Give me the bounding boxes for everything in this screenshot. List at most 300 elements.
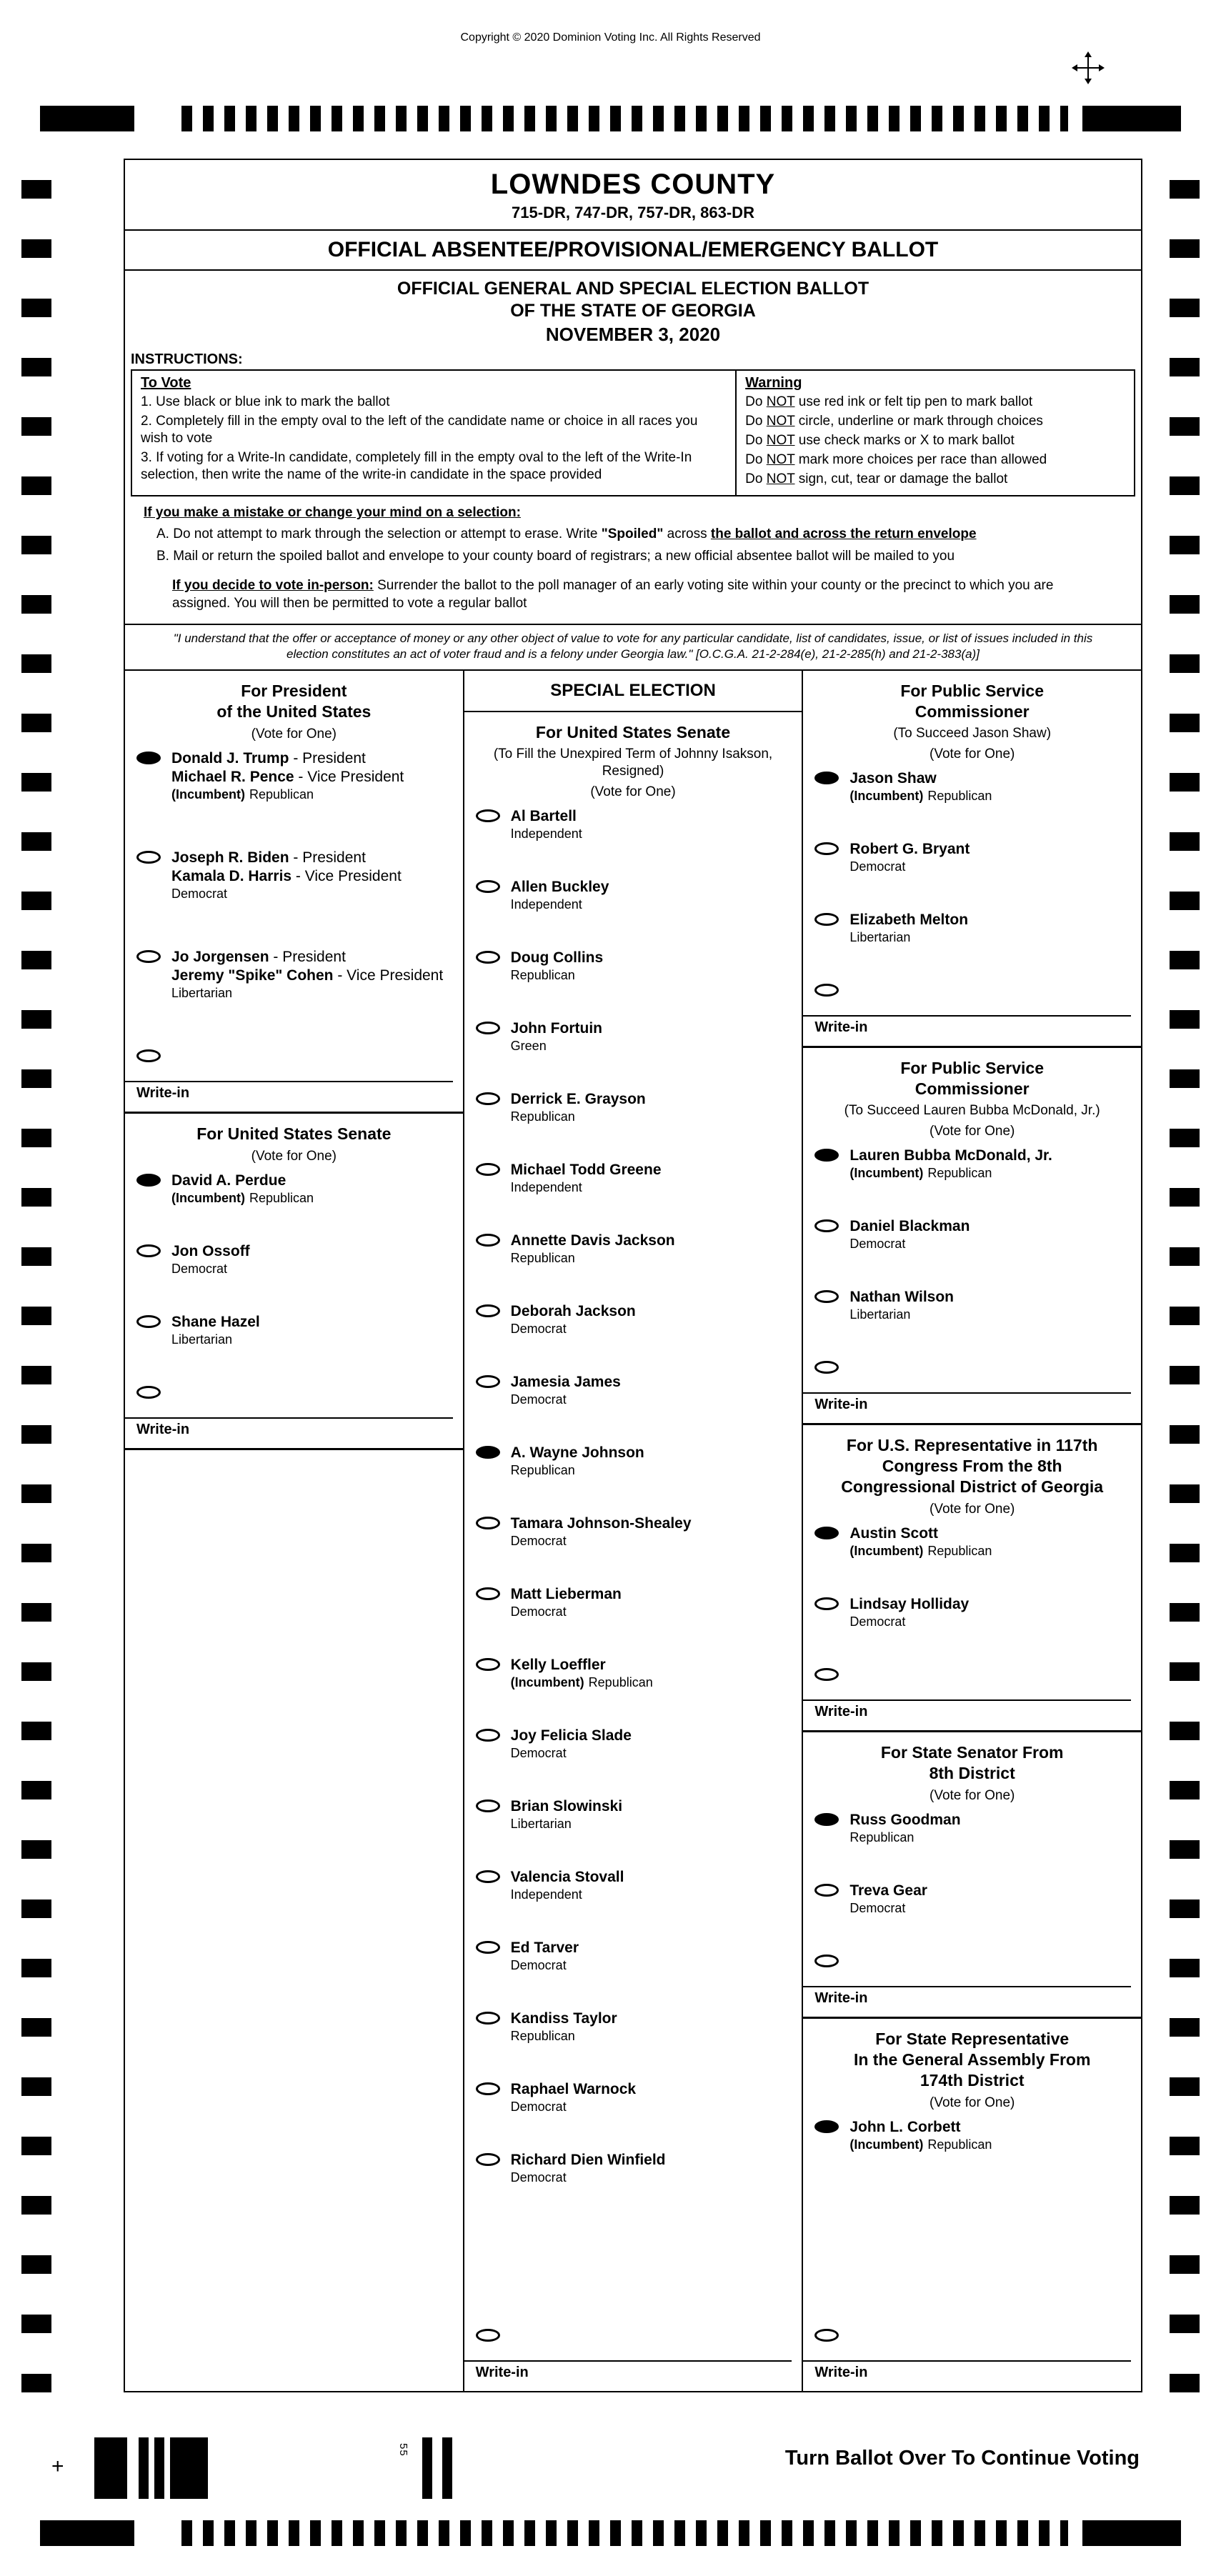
ballot-oval[interactable] [476, 951, 500, 964]
timing-block-left [40, 2520, 134, 2546]
candidate-option [136, 1172, 456, 1207]
barcode-bar [442, 2437, 452, 2499]
candidate-party [511, 1179, 662, 1196]
candidate-name-bold: Tamara Johnson-Shealey [510, 1515, 692, 1532]
race-us-senate-special [464, 712, 802, 2391]
ballot-oval[interactable] [814, 1527, 839, 1539]
party-name: Republican [927, 1544, 992, 1558]
race-title [807, 1435, 1137, 1497]
race-title-line: In the General Assembly From [853, 2050, 1091, 2069]
party-name: Libertarian [171, 986, 233, 1000]
party-name: Libertarian [849, 930, 911, 944]
candidate-name [849, 1524, 992, 1543]
candidate-name-bold: Treva Gear [849, 1882, 927, 1899]
party-name: Democrat [171, 887, 228, 901]
candidate-name-bold: Daniel Blackman [849, 1218, 970, 1234]
ballot-type-title: OFFICIAL ABSENTEE/PROVISIONAL/EMERGENCY BALLOT [125, 229, 1141, 271]
candidate-name [511, 1019, 602, 1038]
candidate-name-bold: Raphael Warnock [510, 2081, 637, 2097]
candidate-list [803, 1811, 1141, 1952]
timing-block-right [1082, 106, 1181, 131]
candidate-text [849, 1595, 969, 1630]
ballot-oval[interactable] [476, 2153, 500, 2166]
candidate-party [171, 1261, 250, 1277]
candidate-party [511, 1533, 692, 1549]
candidate-party [849, 1307, 954, 1323]
incumbent-tag: (Incumbent) [849, 789, 924, 803]
candidate-text [511, 1585, 622, 1620]
candidate-party [849, 1829, 960, 1846]
turn-ballot-over-note: Turn Ballot Over To Continue Voting [784, 2447, 1140, 2470]
to-vote-list [141, 394, 727, 484]
candidate-text [511, 1797, 622, 1832]
candidate-name [511, 1373, 621, 1392]
timing-bars [181, 106, 1068, 131]
warning-title: Warning [745, 375, 802, 391]
candidate-name-bold: Kelly Loeffler [510, 1657, 606, 1673]
candidate-option [476, 2010, 795, 2045]
race-psc-shaw [803, 671, 1141, 1048]
candidate-text [849, 2118, 992, 2153]
running-mate-bold: Jeremy "Spike" Cohen [171, 967, 334, 984]
write-in-oval[interactable] [814, 1668, 839, 1681]
ballot-oval[interactable] [476, 2082, 500, 2095]
candidate-party [511, 2028, 617, 2045]
candidate-name-bold: Jason Shaw [849, 770, 937, 787]
candidate-text [511, 2080, 636, 2115]
candidate-party [171, 985, 443, 1002]
write-in-line[interactable] [125, 1081, 453, 1082]
candidate-text [511, 1019, 602, 1054]
election-title-line2: OF THE STATE OF GEORGIA [510, 301, 756, 321]
race-header [803, 1048, 1141, 1147]
write-in-label: Write-in [136, 1422, 190, 1437]
candidate-text [511, 1939, 579, 1974]
candidate-option [136, 849, 456, 902]
write-in-line[interactable] [125, 1417, 453, 1419]
write-in-label: Write-in [814, 2365, 868, 2380]
race-title-line: For President [241, 682, 347, 700]
ballot-oval[interactable] [814, 1219, 839, 1232]
incumbent-tag: (Incumbent) [171, 787, 245, 802]
candidate-party [511, 1321, 636, 1337]
ballot-oval[interactable] [476, 809, 500, 822]
write-in-section [803, 1666, 1141, 1730]
candidate-party [171, 1190, 314, 1207]
write-in-label: Write-in [814, 1990, 868, 2006]
election-title-line1: OFFICIAL GENERAL AND SPECIAL ELECTION BALLOT [397, 279, 869, 299]
candidate-name [511, 1797, 622, 1816]
candidate-party [511, 826, 582, 842]
candidate-text [849, 911, 968, 946]
write-in-section [125, 1047, 463, 1112]
candidate-party [511, 1816, 622, 1832]
candidate-text [511, 1090, 646, 1125]
write-in-oval[interactable] [136, 1049, 161, 1062]
write-in-section [803, 982, 1141, 1046]
candidate-text [171, 749, 404, 803]
party-name: Republican [510, 1463, 575, 1477]
candidate-option [476, 1797, 795, 1832]
ballot-oval[interactable] [476, 1587, 500, 1600]
vote-for-instruction: (Vote for One) [251, 1149, 337, 1164]
candidate-text [849, 1288, 954, 1323]
instructions-label: INSTRUCTIONS: [131, 351, 243, 367]
running-mate-bold: Michael R. Pence [171, 769, 294, 785]
ballot-oval[interactable] [136, 1315, 161, 1328]
contests-area [125, 669, 1141, 2391]
candidate-option [476, 1232, 795, 1267]
candidate-party [511, 1957, 579, 1974]
write-in-oval[interactable] [814, 1955, 839, 1967]
write-in-line[interactable] [803, 2360, 1131, 2362]
candidate-party [171, 1332, 260, 1348]
candidate-list [803, 1147, 1141, 1359]
election-date: NOVEMBER 3, 2020 [545, 324, 721, 345]
candidate-text [511, 1656, 653, 1691]
registration-mark-icon [1072, 51, 1105, 84]
candidate-name-bold: Austin Scott [849, 1525, 939, 1542]
candidate-option [476, 2080, 795, 2115]
candidate-party [511, 2099, 636, 2115]
barcode-bar [422, 2437, 432, 2499]
candidate-name-bold: Shane Hazel [171, 1314, 260, 1330]
race-header [464, 712, 802, 807]
candidate-option [136, 749, 456, 803]
write-in-section [464, 2327, 802, 2391]
ballot-oval[interactable] [476, 1658, 500, 1671]
candidate-name [511, 1939, 579, 1957]
candidate-name [171, 948, 443, 967]
candidate-name [171, 849, 402, 867]
candidate-text [849, 1882, 927, 1917]
write-in-line[interactable] [803, 1986, 1131, 1987]
party-name: Democrat [849, 1614, 906, 1629]
ballot-oval[interactable] [476, 1022, 500, 1034]
ballot-oval[interactable] [136, 752, 161, 764]
candidate-name [849, 769, 992, 788]
candidate-party [511, 1674, 653, 1691]
ballot-oval[interactable] [136, 950, 161, 963]
candidate-text [849, 769, 992, 804]
candidate-name [511, 2080, 636, 2099]
write-in-section [125, 1384, 463, 1448]
race-president [125, 671, 463, 1114]
candidate-option [814, 1147, 1134, 1182]
candidate-party [849, 1543, 992, 1559]
ballot-oval[interactable] [814, 1149, 839, 1162]
candidate-name [511, 1444, 644, 1462]
candidate-party [511, 1250, 675, 1267]
write-in-oval[interactable] [476, 2329, 500, 2342]
candidate-option [476, 1019, 795, 1054]
ballot-oval[interactable] [476, 2012, 500, 2025]
race-title [469, 722, 798, 743]
warning-panel [737, 371, 1134, 495]
candidate-party [511, 1604, 622, 1620]
candidate-name-bold: Jamesia James [510, 1374, 621, 1390]
party-name: Republican [927, 1166, 992, 1180]
candidate-text [849, 1147, 1052, 1182]
vote-for-instruction: (Vote for One) [930, 1788, 1015, 1803]
party-name: Republican [927, 789, 992, 803]
candidate-name-bold: Kandiss Taylor [510, 2010, 617, 2027]
race-psc-mcdonald [803, 1048, 1141, 1425]
ballot-oval[interactable] [814, 1597, 839, 1610]
election-title-block [125, 271, 1141, 351]
candidate-text [171, 1172, 314, 1207]
candidate-text [511, 1444, 644, 1479]
write-in-label: Write-in [136, 1085, 190, 1101]
candidate-text [511, 1232, 675, 1267]
ballot-oval[interactable] [476, 1799, 500, 1812]
candidate-party [511, 2170, 666, 2186]
barcode-bar [139, 2437, 149, 2499]
race-header [125, 1114, 463, 1172]
party-name: Democrat [510, 1958, 567, 1972]
ballot-oval[interactable] [476, 1729, 500, 1742]
ballot-oval[interactable] [476, 1092, 500, 1105]
write-in-label: Write-in [475, 2365, 529, 2380]
candidate-name-title: - President [289, 750, 366, 767]
contest-column-1 [125, 671, 464, 2391]
timing-marks-bottom [40, 2520, 1181, 2546]
candidate-text [511, 1373, 621, 1408]
vote-for-instruction: (Vote for One) [251, 727, 337, 742]
candidate-name-bold: Donald J. Trump [171, 750, 289, 767]
candidate-party [849, 1165, 1052, 1182]
candidate-party [511, 1887, 624, 1903]
party-name: Libertarian [510, 1817, 572, 1831]
vote-for-instruction: (Vote for One) [930, 1124, 1015, 1139]
candidate-party [849, 1900, 927, 1917]
ballot-oval[interactable] [814, 1884, 839, 1897]
candidate-text [171, 1242, 250, 1277]
candidate-text [511, 2010, 617, 2045]
ballot-oval[interactable] [136, 851, 161, 864]
ballot-oval[interactable] [476, 1304, 500, 1317]
candidate-party [849, 1236, 970, 1252]
race-header [125, 671, 463, 749]
candidate-option [136, 1313, 456, 1348]
race-title [807, 2029, 1137, 2091]
race-title-line: For U.S. Representative in 117th [846, 1436, 1098, 1454]
candidate-option [814, 1811, 1134, 1846]
candidate-name-bold: Jon Ossoff [171, 1243, 250, 1259]
ballot-header [125, 160, 1141, 229]
candidate-option [814, 1882, 1134, 1917]
ballot-oval[interactable] [814, 2120, 839, 2133]
candidate-option [476, 1727, 795, 1762]
special-election-header: SPECIAL ELECTION [464, 671, 802, 712]
ballot-oval[interactable] [136, 1244, 161, 1257]
write-in-line[interactable] [464, 2360, 792, 2362]
to-vote-item: 1. Use black or blue ink to mark the ballot [141, 394, 390, 409]
barcode-bar [154, 2437, 164, 2499]
race-header [803, 671, 1141, 769]
candidate-party [511, 967, 604, 984]
timing-marks-right [1170, 180, 1200, 2430]
candidate-party [849, 1614, 969, 1630]
ballot-body [124, 159, 1142, 2392]
candidate-name [171, 1172, 314, 1190]
incumbent-tag: (Incumbent) [849, 1544, 924, 1558]
candidate-text [849, 1524, 992, 1559]
party-name: Democrat [510, 1322, 567, 1336]
write-in-section [803, 1359, 1141, 1423]
warning-list [745, 394, 1125, 488]
ballot-oval[interactable] [814, 1290, 839, 1303]
race-title-line: For State Senator From [880, 1743, 1064, 1762]
race-subtitle: (To Succeed Jason Shaw) [893, 726, 1052, 741]
ballot-oval[interactable] [476, 880, 500, 893]
candidate-name [849, 1147, 1052, 1165]
write-in-line[interactable] [803, 1392, 1131, 1394]
candidate-option [476, 1444, 795, 1479]
candidate-option [476, 878, 795, 913]
ballot-oval[interactable] [476, 1870, 500, 1883]
write-in-oval[interactable] [136, 1386, 161, 1399]
candidate-name [511, 878, 609, 897]
candidate-running-mate [171, 768, 404, 787]
race-state-senator-8th [803, 1732, 1141, 2019]
race-header [803, 2019, 1141, 2118]
candidate-party [511, 1038, 602, 1054]
write-in-line[interactable] [803, 1015, 1131, 1017]
candidate-name-title: - President [289, 849, 366, 866]
candidate-option [476, 807, 795, 842]
party-name: Democrat [510, 1392, 567, 1407]
candidate-option [476, 1302, 795, 1337]
race-title [129, 681, 459, 722]
warning-item: Do NOT use red ink or felt tip pen to mark ballot [745, 394, 1033, 409]
running-mate-title: - Vice President [333, 967, 444, 984]
candidate-name [849, 1811, 960, 1829]
candidate-name [511, 1514, 692, 1533]
candidate-name-bold: Richard Dien Winfield [510, 2152, 666, 2168]
race-title-line: Commissioner [914, 1079, 1030, 1098]
write-in-line[interactable] [803, 1699, 1131, 1701]
ballot-oval[interactable] [814, 913, 839, 926]
candidate-party [849, 859, 970, 875]
ballot-oval[interactable] [476, 1234, 500, 1247]
candidate-name-bold: Doug Collins [510, 949, 604, 966]
candidate-name-bold: John Fortuin [510, 1020, 602, 1037]
write-in-oval[interactable] [814, 2329, 839, 2342]
candidate-party [511, 1392, 621, 1408]
candidate-party [171, 787, 404, 803]
mistake-line-b: B. Mail or return the spoiled ballot and envelope to your county board of registrars; a new official absentee ballot will be mailed to you [156, 549, 955, 564]
ballot-oval[interactable] [814, 1813, 839, 1826]
race-title-line: For Public Service [900, 1059, 1045, 1077]
write-in-section [803, 2327, 1141, 2391]
write-in-oval[interactable] [814, 1361, 839, 1374]
felony-warning: "I understand that the offer or acceptance of money or any other object of value to vote for any particular candidate, list of candidates, issue, or list of issues included in this election constitutes an act of voter fraud and is a felony under Georgia law." [O.C.G.A. 21-2-284(e), 21-2-285(h) and 21-2-383(a)] [125, 624, 1141, 669]
party-name: Independent [510, 1180, 582, 1194]
candidate-list [464, 807, 802, 2222]
candidate-name [511, 1727, 632, 1745]
party-name: Independent [510, 897, 582, 912]
race-header [803, 1732, 1141, 1811]
plus-registration-mark: + [51, 2455, 64, 2478]
candidate-name [511, 2010, 617, 2028]
candidate-name-bold: Robert G. Bryant [849, 841, 970, 857]
race-title [807, 1058, 1137, 1099]
to-vote-panel [132, 371, 737, 495]
candidate-option [476, 1939, 795, 1974]
candidate-name-bold: Allen Buckley [510, 879, 609, 895]
candidate-text [511, 1868, 624, 1903]
ballot-oval[interactable] [476, 1375, 500, 1388]
candidate-name [849, 840, 970, 859]
candidate-list [125, 1172, 463, 1384]
race-title-line: For United States Senate [535, 723, 731, 742]
candidate-text [511, 949, 604, 984]
candidate-name-bold: Nathan Wilson [849, 1289, 954, 1305]
race-title-line: Congressional District of Georgia [841, 1477, 1104, 1496]
barcode-bar [94, 2437, 127, 2499]
party-name: Libertarian [171, 1332, 233, 1347]
vote-for-instruction: (Vote for One) [590, 784, 676, 799]
ballot-oval[interactable] [476, 1517, 500, 1529]
candidate-list [125, 749, 463, 1047]
race-title-line: For Public Service [900, 682, 1045, 700]
ballot-oval[interactable] [476, 1941, 500, 1954]
candidate-name [171, 1242, 250, 1261]
barcode-bar [170, 2437, 208, 2499]
candidate-name [511, 949, 604, 967]
ballot-oval[interactable] [814, 772, 839, 784]
timing-marks-top [40, 106, 1181, 131]
candidate-text [171, 1313, 260, 1348]
ballot-oval[interactable] [476, 1163, 500, 1176]
vote-for-instruction: (Vote for One) [930, 747, 1015, 762]
timing-bars [181, 2520, 1068, 2546]
copyright-text: Copyright © 2020 Dominion Voting Inc. All Rights Reserved [460, 31, 761, 44]
in-person-note: If you decide to vote in-person: Surrender the ballot to the poll manager of an early voting site within your county or the precinct to which you are assigned. You will then be permitted to vote a regular ballot [172, 578, 1054, 611]
race-title-line: Commissioner [914, 702, 1030, 721]
write-in-section [803, 1952, 1141, 2017]
party-name: Republican [249, 787, 314, 802]
candidate-name [849, 911, 968, 929]
race-title-line: of the United States [216, 702, 372, 721]
candidate-name [849, 1882, 927, 1900]
ballot-oval[interactable] [476, 1446, 500, 1459]
to-vote-title: To Vote [141, 375, 191, 391]
candidate-option [814, 769, 1134, 804]
race-title [807, 1742, 1137, 1784]
ballot-oval[interactable] [814, 842, 839, 855]
candidate-name-bold: Russ Goodman [849, 1812, 961, 1828]
candidate-name [849, 2118, 992, 2137]
candidate-name-bold: Lindsay Holliday [849, 1596, 970, 1612]
timing-marks-left [21, 180, 51, 2430]
warning-item: Do NOT circle, underline or mark through choices [745, 414, 1043, 429]
candidate-text [171, 849, 402, 902]
candidate-text [511, 1161, 662, 1196]
candidate-option [814, 840, 1134, 875]
race-title [807, 681, 1137, 722]
race-title-line: 8th District [929, 1764, 1015, 1782]
candidate-name [849, 1288, 954, 1307]
ballot-oval[interactable] [136, 1174, 161, 1187]
candidate-name [511, 1232, 675, 1250]
mistake-title: If you make a mistake or change your mind on a selection: [144, 505, 521, 520]
write-in-oval[interactable] [814, 984, 839, 997]
candidate-text [511, 1302, 636, 1337]
candidate-name [511, 1302, 636, 1321]
candidate-option [476, 1514, 795, 1549]
